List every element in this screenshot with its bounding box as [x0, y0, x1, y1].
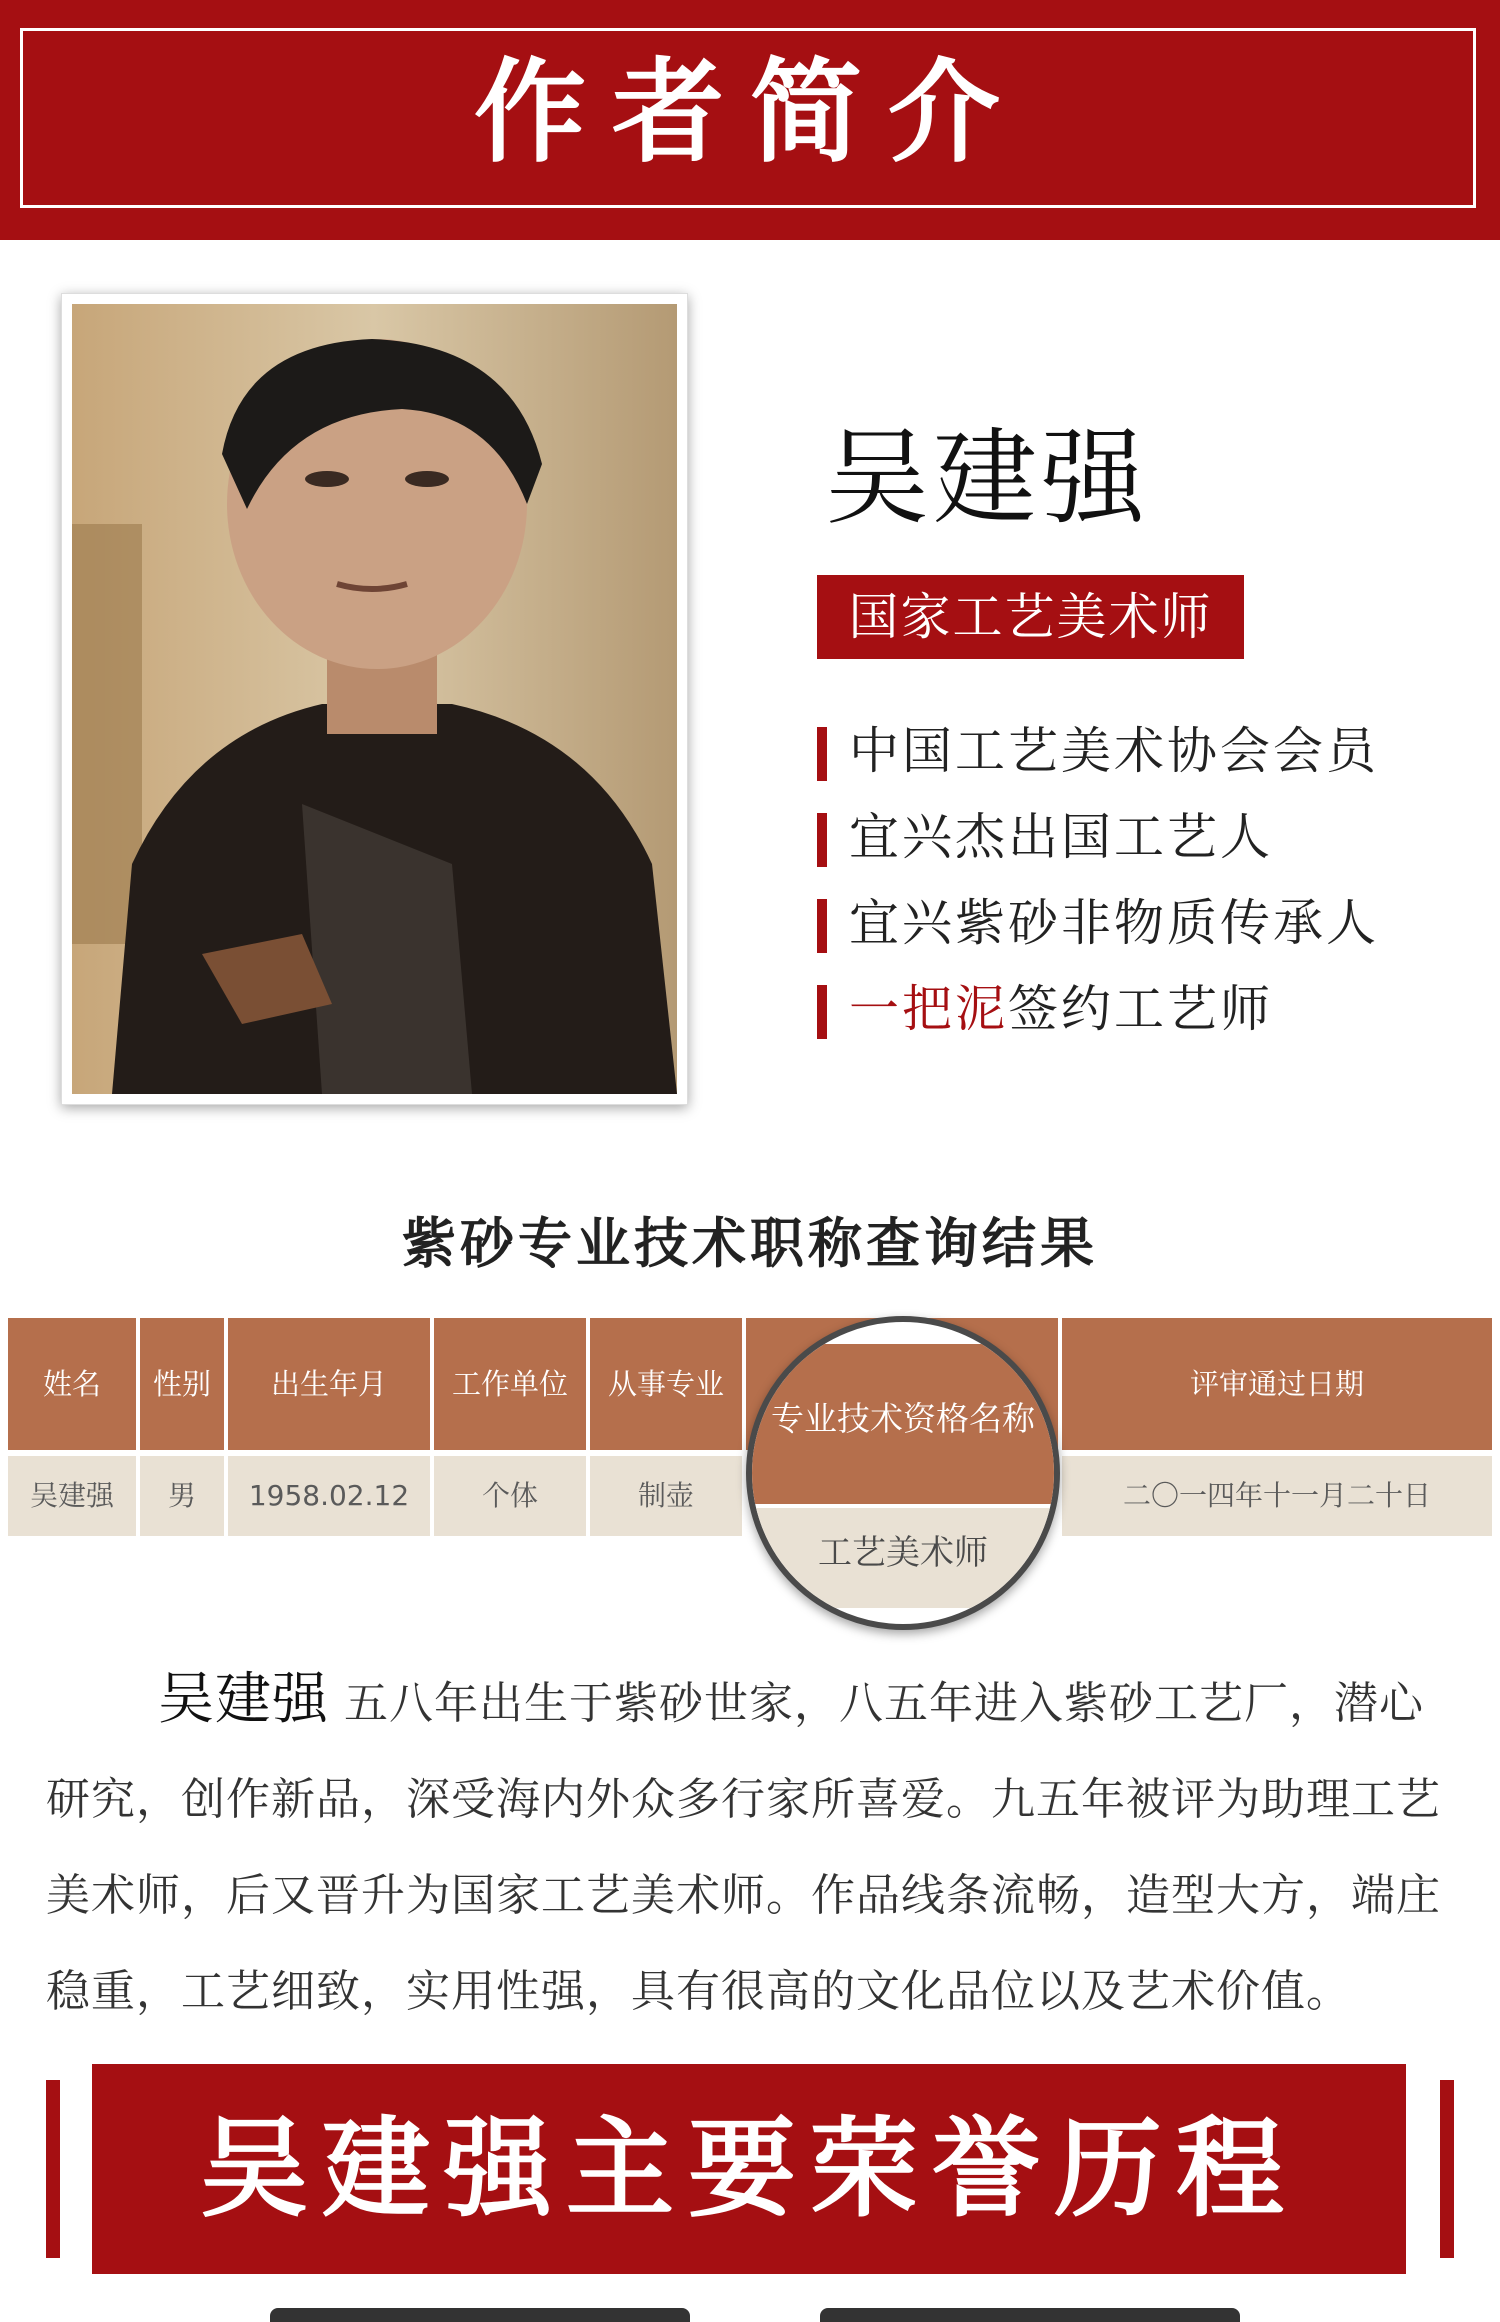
divider	[820, 2308, 1240, 2322]
honors-banner	[92, 2064, 1406, 2274]
table-header-cell: 评审通过日期	[1062, 1318, 1492, 1450]
honors-title: 吴建强主要荣誉历程	[199, 2106, 1298, 2232]
honor-bullet	[817, 813, 827, 867]
bio-text: 五八年出生于紫砂世家，八五年进入紫砂工艺厂，潜心研究，创作新品，深受海内外众多行家所喜爱。九五年被评为助理工艺美术师，后又晋升为国家工艺美术师。作品线条流畅，造型大方，端庄稳重，工艺细致，实用性强，具有很高的文化品位以及艺术价值。	[46, 1678, 1441, 2017]
table-header-cell: 姓名	[8, 1318, 136, 1450]
table-header-cell: 从事专业	[590, 1318, 742, 1450]
honor-bullet	[817, 899, 827, 953]
table-cell: 1958.02.12	[228, 1456, 430, 1536]
page-title: 作者简介	[474, 47, 1026, 178]
author-portrait	[61, 293, 688, 1105]
table-cell: 吴建强	[8, 1456, 136, 1536]
divider	[270, 2308, 690, 2322]
honor-text: 宜兴紫砂非物质传承人	[849, 894, 1379, 952]
honor-highlight: 一把泥	[849, 980, 1008, 1038]
table-header-cell: 工作单位	[434, 1318, 586, 1450]
honor-text: 宜兴杰出国工艺人	[849, 808, 1273, 866]
header-banner	[0, 0, 1500, 240]
portrait-photo	[72, 304, 677, 1094]
bio-name: 吴建强	[158, 1667, 329, 1732]
bio-paragraph	[46, 1652, 1466, 2040]
honor-list	[817, 715, 1457, 1059]
honor-item	[817, 801, 1457, 887]
table-cell: 男	[140, 1456, 224, 1536]
table-header-cell: 出生年月	[228, 1318, 430, 1450]
table-cell: 个体	[434, 1456, 586, 1536]
title-badge: 国家工艺美术师	[817, 575, 1244, 659]
table-header-cell: 性别	[140, 1318, 224, 1450]
table-cell: 二〇一四年十一月二十日	[1062, 1456, 1492, 1536]
magnified-cell: 工艺美术师	[752, 1508, 1054, 1608]
honor-bullet	[817, 985, 827, 1039]
banner-side-bar	[46, 2080, 60, 2258]
magnifier-lens	[746, 1316, 1060, 1630]
author-name: 吴建强	[825, 417, 1150, 539]
honor-text: 签约工艺师	[1008, 980, 1273, 1038]
banner-side-bar	[1440, 2080, 1454, 2258]
honor-item	[817, 715, 1457, 801]
table-cell: 制壶	[590, 1456, 742, 1536]
next-section-preview	[0, 2290, 1500, 2322]
honor-bullet	[817, 727, 827, 781]
magnified-header: 专业技术资格名称	[752, 1344, 1054, 1504]
honor-text: 中国工艺美术协会会员	[849, 722, 1379, 780]
table-title: 紫砂专业技术职称查询结果	[402, 1211, 1098, 1275]
honor-item	[817, 887, 1457, 973]
honor-item	[817, 973, 1457, 1059]
